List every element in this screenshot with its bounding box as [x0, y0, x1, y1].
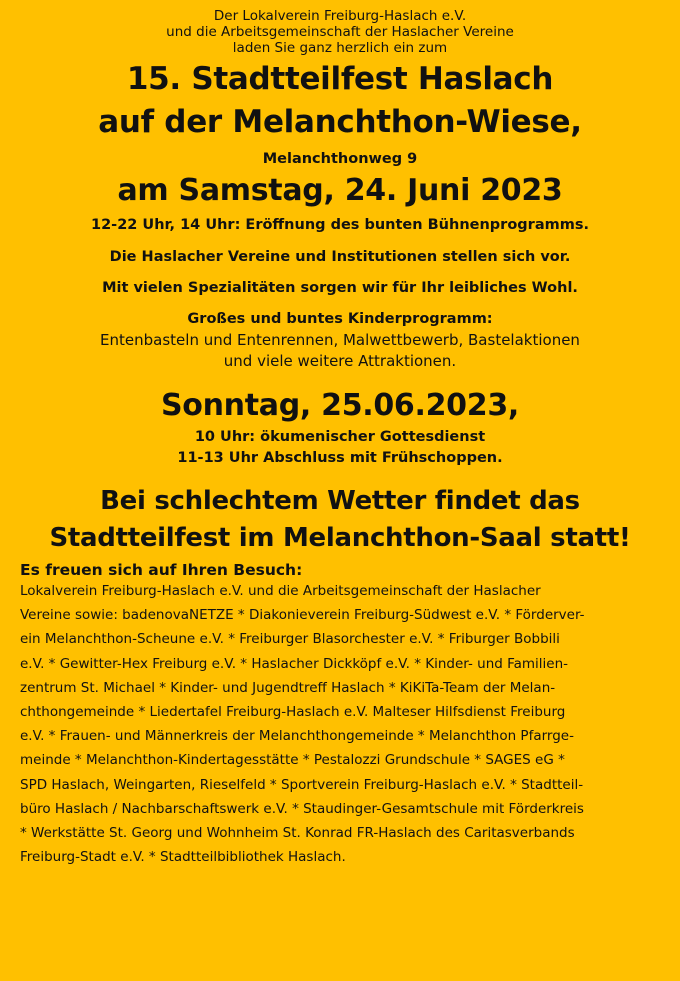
thanks-line: * Werkstätte St. Georg und Wohnheim St. Konrad FR-Haslach des Caritasverbands: [20, 825, 575, 842]
thanks-line: chthongemeinde * Liedertafel Freiburg-Haslach e.V. Malteser Hilfsdienst Freiburg: [20, 704, 566, 721]
saturday-hours: 12-22 Uhr, 14 Uhr: Eröffnung des bunten Bühnenprogramms.: [91, 217, 589, 233]
thanks-line: ein Melanchthon-Scheune e.V. * Freiburger Blasorchester e.V. * Friburger Bobbili: [20, 631, 560, 648]
saturday-line: Mit vielen Spezialitäten sorgen wir für Ihr leibliches Wohl.: [102, 280, 578, 296]
weather-line: Bei schlechtem Wetter findet das: [100, 486, 580, 516]
thanks-heading: Es freuen sich auf Ihren Besuch:: [20, 561, 303, 579]
title-line: auf der Melanchthon-Wiese,: [98, 104, 582, 140]
sunday-line: 11-13 Uhr Abschluss mit Frühschoppen.: [177, 450, 503, 466]
saturday-line: Die Haslacher Vereine und Institutionen stellen sich vor.: [109, 249, 571, 265]
sunday-line: 10 Uhr: ökumenischer Gottesdienst: [194, 429, 486, 445]
thanks-list: [0, 579, 680, 869]
saturday-date: am Samstag, 24. Juni 2023: [117, 173, 563, 208]
weather-line: Stadtteilfest im Melanchthon-Saal statt!: [49, 523, 631, 553]
kids-line: Entenbasteln und Entenrennen, Malwettbewerb, Bastelaktionen: [100, 331, 580, 349]
thanks-line: meinde * Melanchthon-Kindertagesstätte * Pestalozzi Grundschule * SAGES eG *: [20, 752, 565, 769]
event-title: [0, 58, 680, 144]
intro-line: laden Sie ganz herzlich ein zum: [232, 40, 448, 56]
intro-block: [0, 8, 680, 56]
kids-heading: Großes und buntes Kinderprogramm:: [187, 311, 493, 327]
thanks-line: zentrum St. Michael * Kinder- und Jugendtreff Haslach * KiKiTa-Team der Melan-: [20, 679, 556, 696]
title-line: 15. Stadtteilfest Haslach: [126, 61, 554, 97]
sunday-date: Sonntag, 25.06.2023,: [160, 388, 519, 423]
thanks-line: SPD Haslach, Weingarten, Rieselfeld * Sportverein Freiburg-Haslach e.V. * Stadtteil-: [20, 776, 584, 793]
thanks-line: e.V. * Gewitter-Hex Freiburg e.V. * Haslacher Dickköpf e.V. * Kinder- und Familien-: [20, 655, 569, 672]
thanks-line: Freiburg-Stadt e.V. * Stadtteilbibliothek Haslach.: [20, 849, 346, 866]
address: Melanchthonweg 9: [262, 151, 418, 167]
thanks-line: büro Haslach / Nachbarschaftswerk e.V. * Staudinger-Gesamtschule mit Förderkreis: [20, 800, 584, 817]
thanks-line: e.V. * Frauen- und Männerkreis der Melanchthongemeinde * Melanchthon Pfarrge-: [20, 728, 574, 745]
kids-line: und viele weitere Attraktionen.: [223, 352, 457, 370]
thanks-line: Lokalverein Freiburg-Haslach e.V. und die Arbeitsgemeinschaft der Haslacher: [20, 583, 541, 599]
thanks-line: Vereine sowie: badenovaNETZE * Diakonieverein Freiburg-Südwest e.V. * Förderver-: [20, 607, 585, 624]
weather-notice: [0, 483, 680, 557]
intro-line: und die Arbeitsgemeinschaft der Haslacher Vereine: [166, 24, 514, 40]
intro-line: Der Lokalverein Freiburg-Haslach e.V.: [213, 8, 467, 24]
